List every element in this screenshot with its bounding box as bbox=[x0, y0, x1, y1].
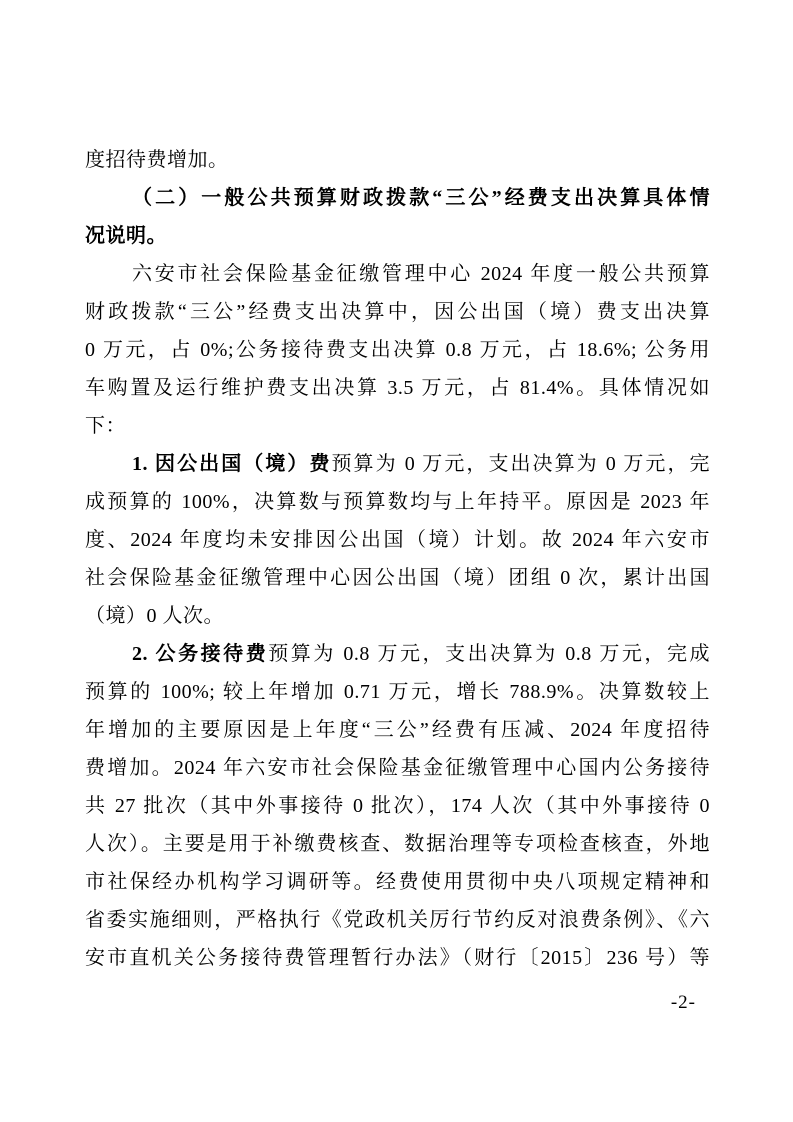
text-run: 人次）。主要是用于补缴费核查、数据治理等专项检查核查，外地 bbox=[85, 833, 710, 855]
bold-run: （二）一般公共预算财政拨款“三公”经费支出决算具体情 bbox=[132, 187, 710, 209]
bold-run: 2. 公务接待费 bbox=[132, 643, 269, 665]
text-run: 下： bbox=[85, 415, 126, 437]
text-run: 年增加的主要原因是上年度“三公”经费有压减、2024 年度招待 bbox=[85, 719, 710, 741]
page-number: -2- bbox=[670, 992, 696, 1013]
text-run: 安市直机关公务接待费管理暂行办法》（财行〔2015〕236 号）等 bbox=[85, 947, 710, 969]
text-run: 六安市社会保险基金征缴管理中心 2024 年度一般公共预算 bbox=[132, 263, 710, 285]
section-heading-line bbox=[85, 217, 710, 255]
text-run: 度、2024 年度均未安排因公出国（境）计划。故 2024 年六安市 bbox=[85, 529, 710, 551]
text-line bbox=[85, 369, 710, 407]
text-run: 市社保经办机构学习调研等。经费使用贯彻中央八项规定精神和 bbox=[85, 871, 710, 893]
text-run: 度招待费增加。 bbox=[85, 149, 229, 171]
text-run: 预算的 100%; 较上年增加 0.71 万元，增长 788.9%。决算数较上 bbox=[85, 681, 710, 703]
document-body bbox=[85, 141, 710, 977]
text-line bbox=[85, 673, 710, 711]
text-run: 预算为 0 万元，支出决算为 0 万元，完 bbox=[331, 453, 710, 475]
text-line bbox=[85, 597, 710, 635]
item-2-heading-line bbox=[85, 635, 710, 673]
text-line bbox=[85, 749, 710, 787]
text-line bbox=[85, 825, 710, 863]
text-line bbox=[85, 787, 710, 825]
text-run: 财政拨款“三公”经费支出决算中，因公出国（境）费支出决算 bbox=[85, 301, 710, 323]
text-line bbox=[85, 331, 710, 369]
text-run: 0 万元，占 0%;公务接待费支出决算 0.8 万元，占 18.6%; 公务用 bbox=[85, 339, 710, 361]
bold-run: 况说明。 bbox=[85, 225, 167, 247]
text-line bbox=[85, 483, 710, 521]
text-run: 社会保险基金征缴管理中心因公出国（境）团组 0 次，累计出国 bbox=[85, 567, 710, 589]
text-line bbox=[85, 293, 710, 331]
text-run: 费增加。2024 年六安市社会保险基金征缴管理中心国内公务接待 bbox=[85, 757, 710, 779]
text-line bbox=[85, 901, 710, 939]
section-heading-line bbox=[85, 179, 710, 217]
text-line bbox=[85, 939, 710, 977]
text-line bbox=[85, 141, 710, 179]
text-run: （境）0 人次。 bbox=[85, 605, 224, 627]
text-run: 预算为 0.8 万元，支出决算为 0.8 万元，完成 bbox=[268, 643, 710, 665]
text-run: 成预算的 100%，决算数与预算数均与上年持平。原因是 2023 年 bbox=[85, 491, 710, 513]
text-line bbox=[85, 255, 710, 293]
text-line bbox=[85, 711, 710, 749]
item-1-heading-line bbox=[85, 445, 710, 483]
text-line bbox=[85, 407, 710, 445]
text-run: 共 27 批次（其中外事接待 0 批次），174 人次（其中外事接待 0 bbox=[85, 795, 710, 817]
text-line bbox=[85, 863, 710, 901]
bold-run: 1. 因公出国（境）费 bbox=[132, 453, 332, 475]
text-run: 省委实施细则，严格执行《党政机关厉行节约反对浪费条例》、《六 bbox=[85, 909, 710, 931]
text-line bbox=[85, 559, 710, 597]
text-run: 车购置及运行维护费支出决算 3.5 万元，占 81.4%。具体情况如 bbox=[85, 377, 710, 399]
text-line bbox=[85, 521, 710, 559]
